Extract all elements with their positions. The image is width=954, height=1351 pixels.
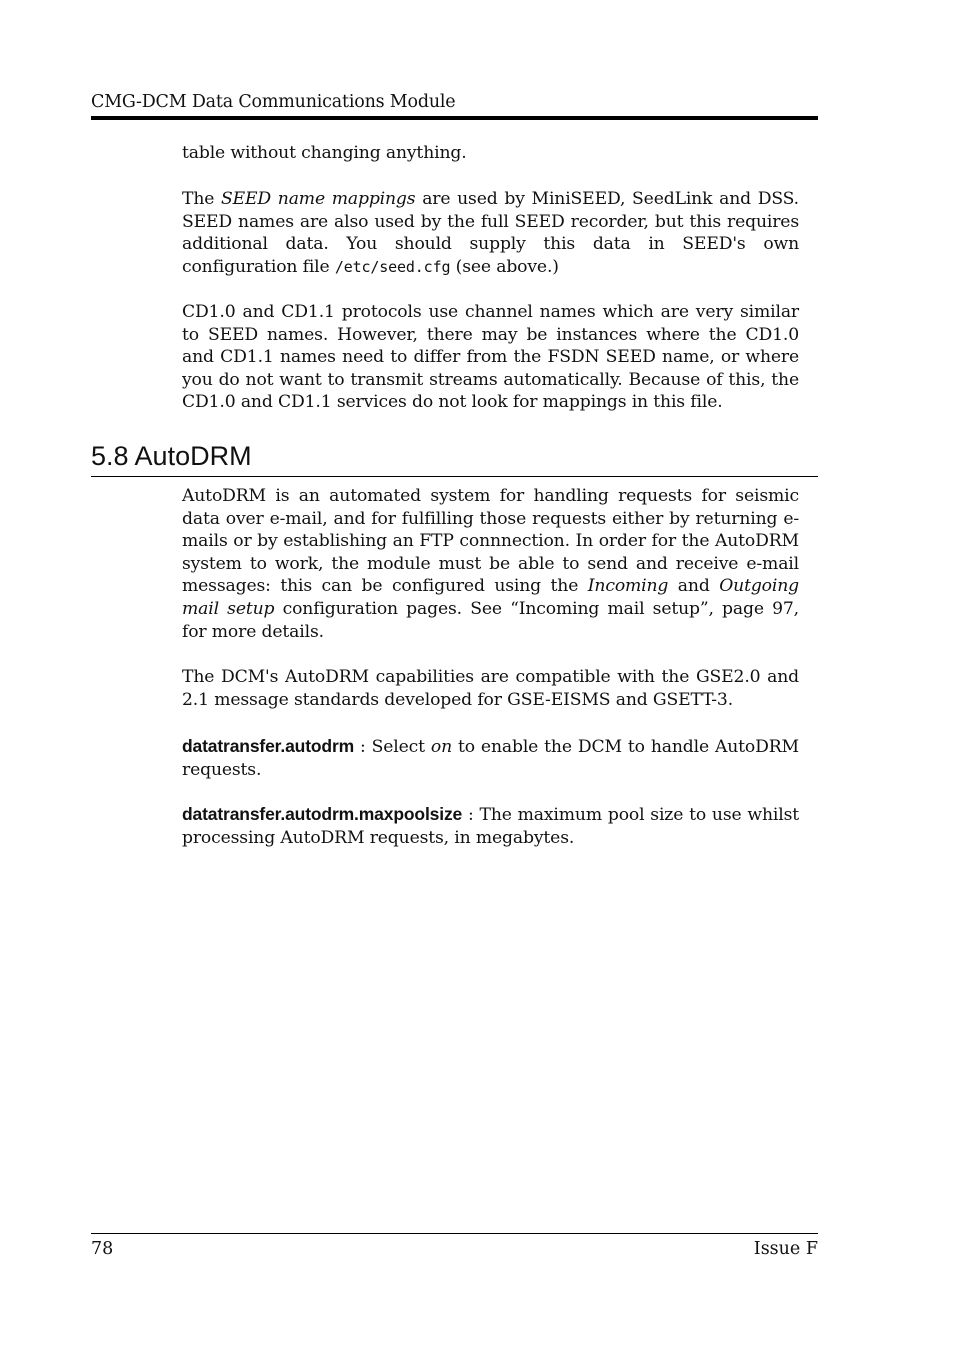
paragraph-autodrm-standards bbox=[182, 666, 799, 711]
paragraph-table-continued: table without changing anything. bbox=[182, 143, 467, 163]
running-head: CMG-DCM Data Communications Module bbox=[91, 92, 456, 112]
emphasis-on: on bbox=[430, 737, 453, 757]
text-span: configuration pages. See “Incoming mail setup”, page 97, for more details. bbox=[182, 598, 799, 642]
text-span: (see above.) bbox=[450, 256, 559, 277]
text-span: AutoDRM is an automated system for handling requests for seismic data over e-mail, and for fulfilling those requests either by returning e-mails or by establishing an FTP connnection. In order for the AutoDRM system to work, the module must be able to send and receive e-mail messages: this can be configured using the bbox=[182, 486, 799, 597]
text-span: : Select bbox=[354, 737, 431, 757]
paragraph-standards-text: The DCM's AutoDRM capabilities are compatible with the GSE2.0 and 2.1 message standards developed for GSE-EISMS and GSETT-3. bbox=[182, 667, 799, 710]
text-span: : The maximum pool size to use whilst processing AutoDRM requests, in megabytes. bbox=[182, 805, 799, 848]
paragraph-cd1-text: CD1.0 and CD1.1 protocols use channel names which are very similar to SEED names. However, there may be instances where the CD1.0 and CD1.1 names need to differ from the FSDN SEED name, or where you do not want to transmit streams automatically. Because of this, the CD1.0 and CD1.1 services do not look for mappings in this file. bbox=[182, 302, 799, 413]
section-rule bbox=[91, 476, 818, 477]
paragraph-seed-mappings bbox=[182, 188, 799, 278]
text-span: The bbox=[182, 189, 221, 209]
page-number: 78 bbox=[91, 1239, 114, 1259]
emphasis-incoming: Incoming bbox=[587, 576, 669, 597]
emphasis-outgoing-mail-setup: Outgoing mail setup bbox=[182, 576, 799, 619]
config-file-path: /etc/seed.cfg bbox=[334, 257, 451, 276]
parameter-name-maxpoolsize: datatransfer.autodrm.maxpoolsize bbox=[182, 804, 463, 824]
footer-rule bbox=[91, 1233, 818, 1234]
text-span: and bbox=[668, 576, 720, 597]
parameter-autodrm bbox=[182, 735, 799, 781]
emphasis-seed-name-mappings: SEED name mappings bbox=[221, 189, 416, 209]
text-span: to enable the DCM to handle AutoDRM requests. bbox=[182, 737, 799, 780]
header-rule bbox=[91, 116, 818, 120]
paragraph-continuation bbox=[182, 142, 799, 165]
parameter-name-autodrm: datatransfer.autodrm bbox=[182, 736, 355, 756]
text-span: are used by MiniSEED, SeedLink and DSS. SEED names are also used by the full SEED recorder, but this requires additional data. You should supply this data in SEED's own configuration file bbox=[182, 189, 799, 277]
paragraph-cd1-protocols bbox=[182, 301, 799, 414]
section-heading: 5.8 AutoDRM bbox=[91, 441, 252, 471]
issue-label: Issue F bbox=[753, 1239, 818, 1259]
parameter-autodrm-maxpoolsize bbox=[182, 803, 799, 849]
paragraph-autodrm-intro bbox=[182, 485, 799, 643]
